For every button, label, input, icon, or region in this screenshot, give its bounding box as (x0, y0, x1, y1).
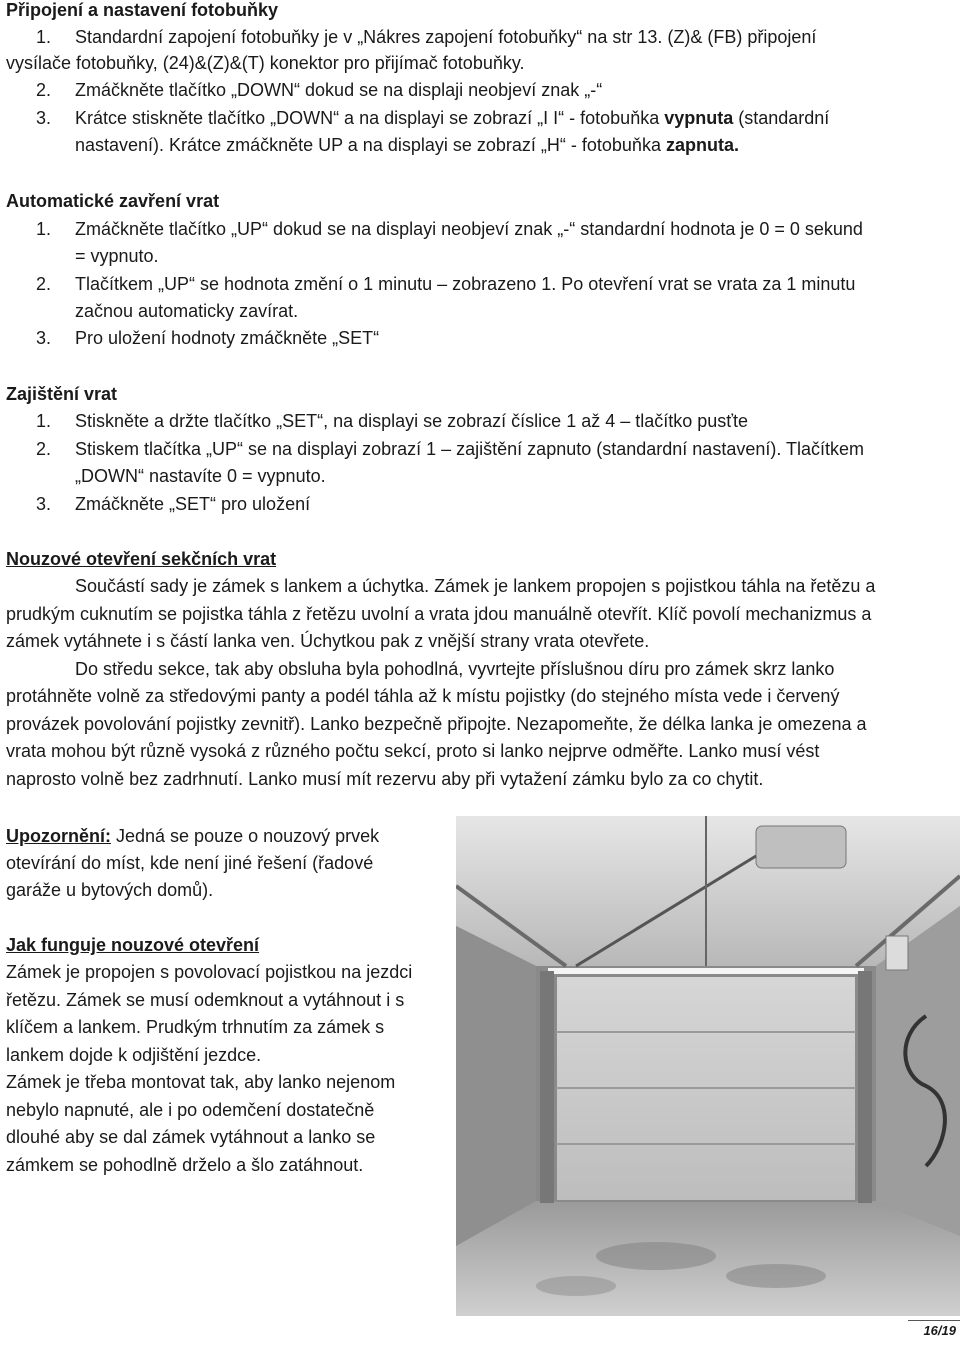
paragraph-line: lankem dojde k odjištění jezdce. (6, 1045, 262, 1065)
list-item-text: Stiskem tlačítka „UP“ se na displayi zobrazí 1 – zajištění zapnuto (standardní nastavení). Tlačítkem (75, 439, 865, 459)
warning-note: Upozornění: Jedná se pouze o nouzový prvek (6, 826, 380, 846)
list-item-text: Standardní zapojení fotobuňky je v „Nákres zapojení fotobuňky“ na str 13. (Z)& (FB) připojení (75, 27, 817, 47)
list-item-text: Zmáčkněte „SET“ pro uložení (75, 494, 311, 514)
section-title-locking: Zajištění vrat (6, 384, 118, 404)
section-title-emergency-open: Nouzové otevření sekčních vrat (6, 549, 277, 569)
paragraph-line: Zámek je třeba montovat tak, aby lanko nejenom (6, 1072, 396, 1092)
list-item-text: nastavení). Krátce zmáčkněte UP a na displayi se zobrazí „H“ - fotobuňka zapnuta. (75, 135, 739, 155)
paragraph-line: Zámek je propojen s povolovací pojistkou na jezdci (6, 962, 413, 982)
section-title-auto-close: Automatické zavření vrat (6, 191, 220, 211)
paragraph-line: vrata mohou být různě vysoká z různého počtu sekcí, proto si lanko nejprve odměřte. Lanko musí vést (6, 741, 820, 761)
list-item-text: začnou automaticky zavírat. (75, 301, 299, 321)
garage-door-photo (456, 816, 960, 1316)
list-number: 2. (36, 80, 52, 100)
list-item-text: = vypnuto. (75, 246, 159, 266)
page-number: 16/19 (923, 1323, 956, 1338)
paragraph-line: zámek vytáhnete i s částí lanka ven. Úchytkou pak z vnější strany vrata otevřete. (6, 631, 650, 651)
list-number: 3. (36, 108, 52, 128)
list-item-text: vysílače fotobuňky, (24)&(Z)&(T) konektor pro přijímač fotobuňky. (6, 53, 525, 73)
footer-rule (908, 1320, 960, 1321)
paragraph-line: řetězu. Zámek se musí odemknout a vytáhnout i s (6, 990, 405, 1010)
paragraph-line: nebylo napnuté, ale i po odemčení dostatečně (6, 1100, 375, 1120)
list-item-text: Zmáčkněte tlačítko „DOWN“ dokud se na displaji neobjeví znak „-“ (75, 80, 603, 100)
paragraph-line: Součástí sady je zámek s lankem a úchytka. Zámek je lankem propojen s pojistkou táhla na řetězu a (75, 576, 876, 596)
list-number: 3. (36, 328, 52, 348)
section-title-how-it-works: Jak funguje nouzové otevření (6, 935, 260, 955)
paragraph-line: klíčem a lankem. Prudkým trhnutím za zámek s (6, 1017, 385, 1037)
list-number: 2. (36, 274, 52, 294)
list-item-text: „DOWN“ nastavíte 0 = vypnuto. (75, 466, 326, 486)
list-item-text: Pro uložení hodnoty zmáčkněte „SET“ (75, 328, 380, 348)
paragraph-line: dlouhé aby se dal zámek vytáhnout a lanko se (6, 1127, 376, 1147)
list-number: 3. (36, 494, 52, 514)
warning-note-line: garáže u bytových domů). (6, 880, 214, 900)
list-item-text: Tlačítkem „UP“ se hodnota změní o 1 minutu – zobrazeno 1. Po otevření vrat se vrata za 1 minutu (75, 274, 856, 294)
list-number: 1. (36, 219, 52, 239)
warning-note-line: otevírání do míst, kde není jiné řešení (řadové (6, 853, 374, 873)
paragraph-line: Do středu sekce, tak aby obsluha byla pohodlná, vyvrtejte příslušnou díru pro zámek skrz lanko (75, 659, 835, 679)
list-number: 2. (36, 439, 52, 459)
paragraph-line: protáhněte volně za středovými panty a podél táhla až k místu pojistky (do stejného místa vede i červený (6, 686, 840, 706)
list-number: 1. (36, 27, 52, 47)
list-item-text: Stiskněte a držte tlačítko „SET“, na displayi se zobrazí číslice 1 až 4 – tlačítko pusťte (75, 411, 749, 431)
list-item-text: Krátce stiskněte tlačítko „DOWN“ a na displayi se zobrazí „I I“ - fotobuňka vypnuta (standardní (75, 108, 830, 128)
paragraph-line: naprosto volně bez zadrhnutí. Lanko musí mít rezervu aby při vytažení zámku bylo za co chytit. (6, 769, 764, 789)
paragraph-line: prudkým cuknutím se pojistka táhla z řetězu uvolní a vrata jdou manuálně otevřít. Klíč povolí mechanizmus a (6, 604, 872, 624)
list-number: 1. (36, 411, 52, 431)
paragraph-line: provázek povolování pojistky zevnitř). Lanko bezpečně připojte. Nezapomeňte, že délka lanka je omezena a (6, 714, 867, 734)
paragraph-line: zámkem se pohodlně drželo a šlo zatáhnout. (6, 1155, 364, 1175)
section-title-photocell: Připojení a nastavení fotobuňky (6, 0, 279, 20)
warning-label: Upozornění: (6, 826, 111, 846)
list-item-text: Zmáčkněte tlačítko „UP“ dokud se na displayi neobjeví znak „-“ standardní hodnota je 0 = 0 sekund (75, 219, 863, 239)
